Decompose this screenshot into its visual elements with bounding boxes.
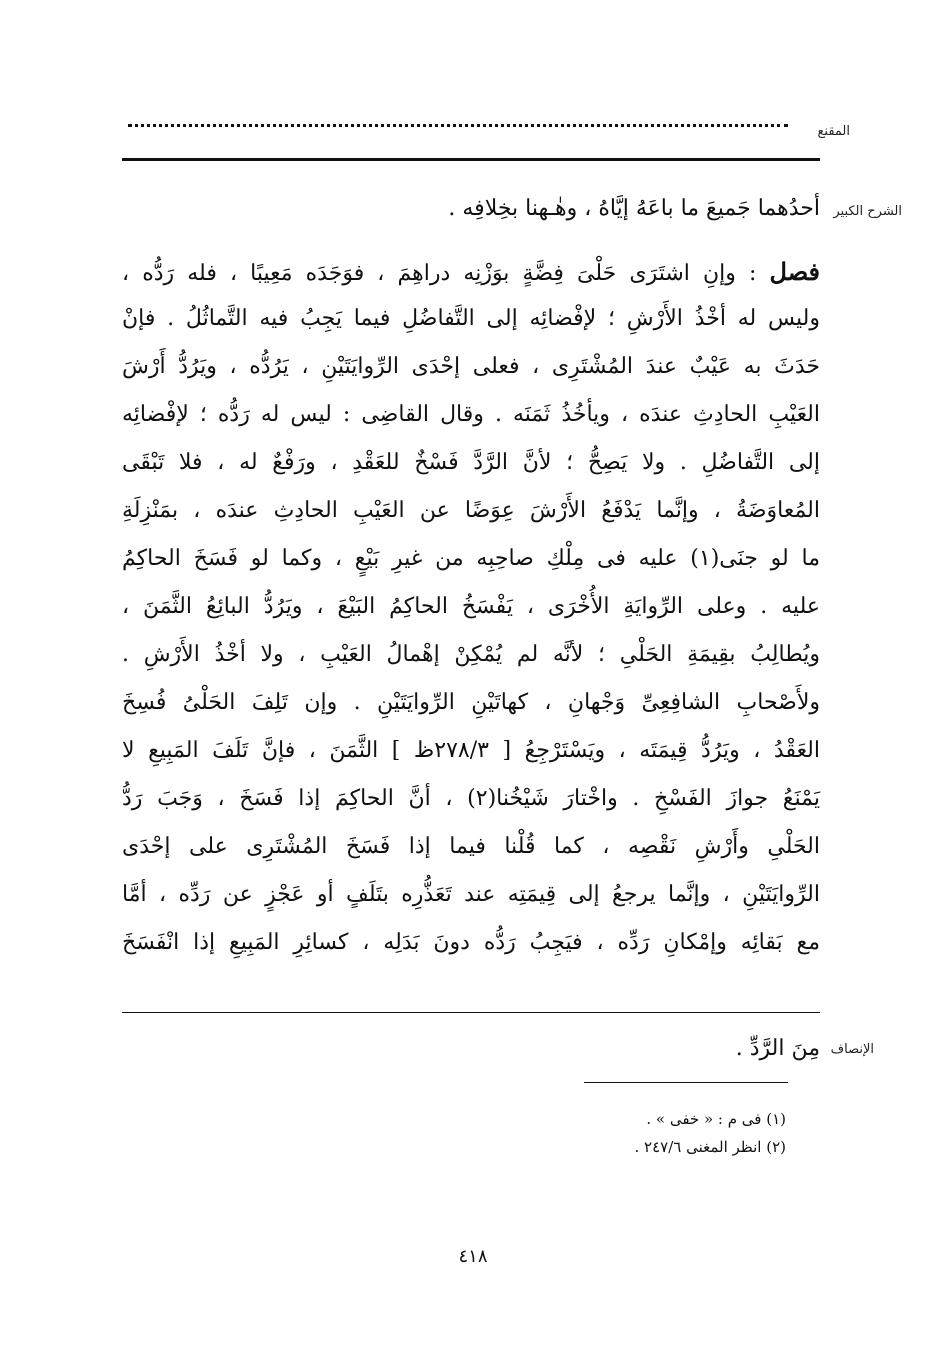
sharh-end-rule (122, 1012, 820, 1013)
paragraph-line-6: المُعاوَضَةُ ، وإنَّما يَدْفَعُ الأَرْشَ عِوَضًا عن العَيْبِ الحادِثِ عندَه ، بمَنْزِلَةِ (122, 498, 820, 523)
footnote-rule (584, 1082, 788, 1083)
fasl-heading: فصل (769, 257, 820, 286)
paragraph-line-2: وليس له أخْذُ الأَرْشِ ؛ لإفْضائِه إلى التَّفاضُلِ فيما يَجِبُ فيه التَّماثُلُ . فإنْ (122, 306, 820, 331)
insaf-section-label: الإنصاف (830, 1042, 874, 1057)
paragraph-line-1-text: : وإنِ اشتَرَى حَلْىَ فِضَّةٍ بوَزْنِه دراهِمَ ، فوَجَدَه مَعِيبًا ، فله رَدُّه ، (122, 261, 757, 286)
paragraph-line-3: حَدَثَ به عَيْبٌ عندَ المُشْتَرِى ، فعلى إحْدَى الرِّوايَتَيْنِ ، يَرُدُّه ، ويَرُدُّ أَرْشَ (122, 354, 820, 379)
intro-line: أحدُهما جَميعَ ما باعَهُ إيَّاهُ ، وهٰـهنا بخِلافِه . (448, 196, 820, 221)
paragraph-line-14: الرِّوايَتَيْنِ ، وإنَّما يرجعُ إلى قِيمَتِه عند تَعَذُّرِه بتَلَفٍ أو عَجْزٍ عن رَدِّه ، أمَّا (122, 882, 820, 907)
footnote-1: (١) فى م : « خفى » . (646, 1110, 786, 1128)
paragraph-line-12: يَمْنَعُ جوازَ الفَسْخِ . واخْتارَ شَيْخُنا(٢) ، أنَّ الحاكِمَ إذا فَسَخَ ، وَجَبَ رَدُّ (122, 786, 820, 811)
paragraph-line-5: إلى التَّفاضُلِ . ولا يَصِحُّ ؛ لأنَّ الرَّدَّ فَسْخٌ للعَقْدِ ، ورَفْعٌ له ، فلا تَبْقَى (122, 450, 820, 475)
insaf-text: مِنَ الرَّدِّ . (735, 1036, 820, 1061)
header-rule (122, 158, 820, 161)
header-dotted-leader (128, 124, 788, 127)
page-number: ٤١٨ (458, 1246, 488, 1267)
paragraph-line-8: عليه . وعلى الرِّوايَةِ الأُخْرَى ، يَفْسَخُ الحاكِمُ البَيْعَ ، ويَرُدُّ البائِعُ الثَّمَنَ ، (122, 594, 820, 619)
running-header-title: المقنع (817, 124, 850, 139)
paragraph-line-15: مع بَقائِه وإمْكانِ رَدِّه ، فيَجِبُ رَدُّه دونَ بَدَلِه ، كسائِرِ المَبِيعِ إذا انْفَسَخَ (122, 930, 820, 955)
footnote-2: (٢) انظر المغنى ٢٤٧/٦ . (634, 1138, 786, 1156)
paragraph-line-10: ولأَصْحابِ الشافِعِىِّ وَجْهانِ ، كهاتَيْنِ الرِّوايَتَيْنِ . وإن تَلِفَ الحَلْىُ فُسِخَ (122, 690, 820, 715)
paragraph-line-11: العَقْدُ ، ويَرُدُّ قِيمَتَه ، ويَسْتَرْجِعُ [ ٢٧٨/٣ظ ] الثَّمَنَ ، فإنَّ تَلَفَ المَبِيعِ لا (122, 738, 821, 763)
paragraph-line-13: الحَلْىِ وأَرْشِ نَقْصِه ، كما قُلْنا فيما إذا فَسَخَ المُشْتَرِى على إحْدَى (122, 834, 820, 859)
paragraph-line-4: العَيْبِ الحادِثِ عندَه ، ويأخُذُ ثَمَنَه . وقال القاضِى : ليس له رَدُّه ؛ لإفْضائِه (122, 402, 820, 427)
sharh-section-label: الشرح الكبير (833, 204, 902, 219)
paragraph-line-1 (122, 258, 820, 288)
paragraph-line-9: ويُطالِبُ بقِيمَةِ الحَلْىِ ؛ لأنَّه لم يُمْكِنْ إهْمالُ العَيْبِ ، ولا أخْذُ الأَرْشِ . (122, 642, 820, 667)
paragraph-line-7: ما لو جنَى(١) عليه فى مِلْكِ صاحِبِه من غيرِ بَيْعٍ ، وكما لو فَسَخَ الحاكِمُ (122, 546, 821, 571)
